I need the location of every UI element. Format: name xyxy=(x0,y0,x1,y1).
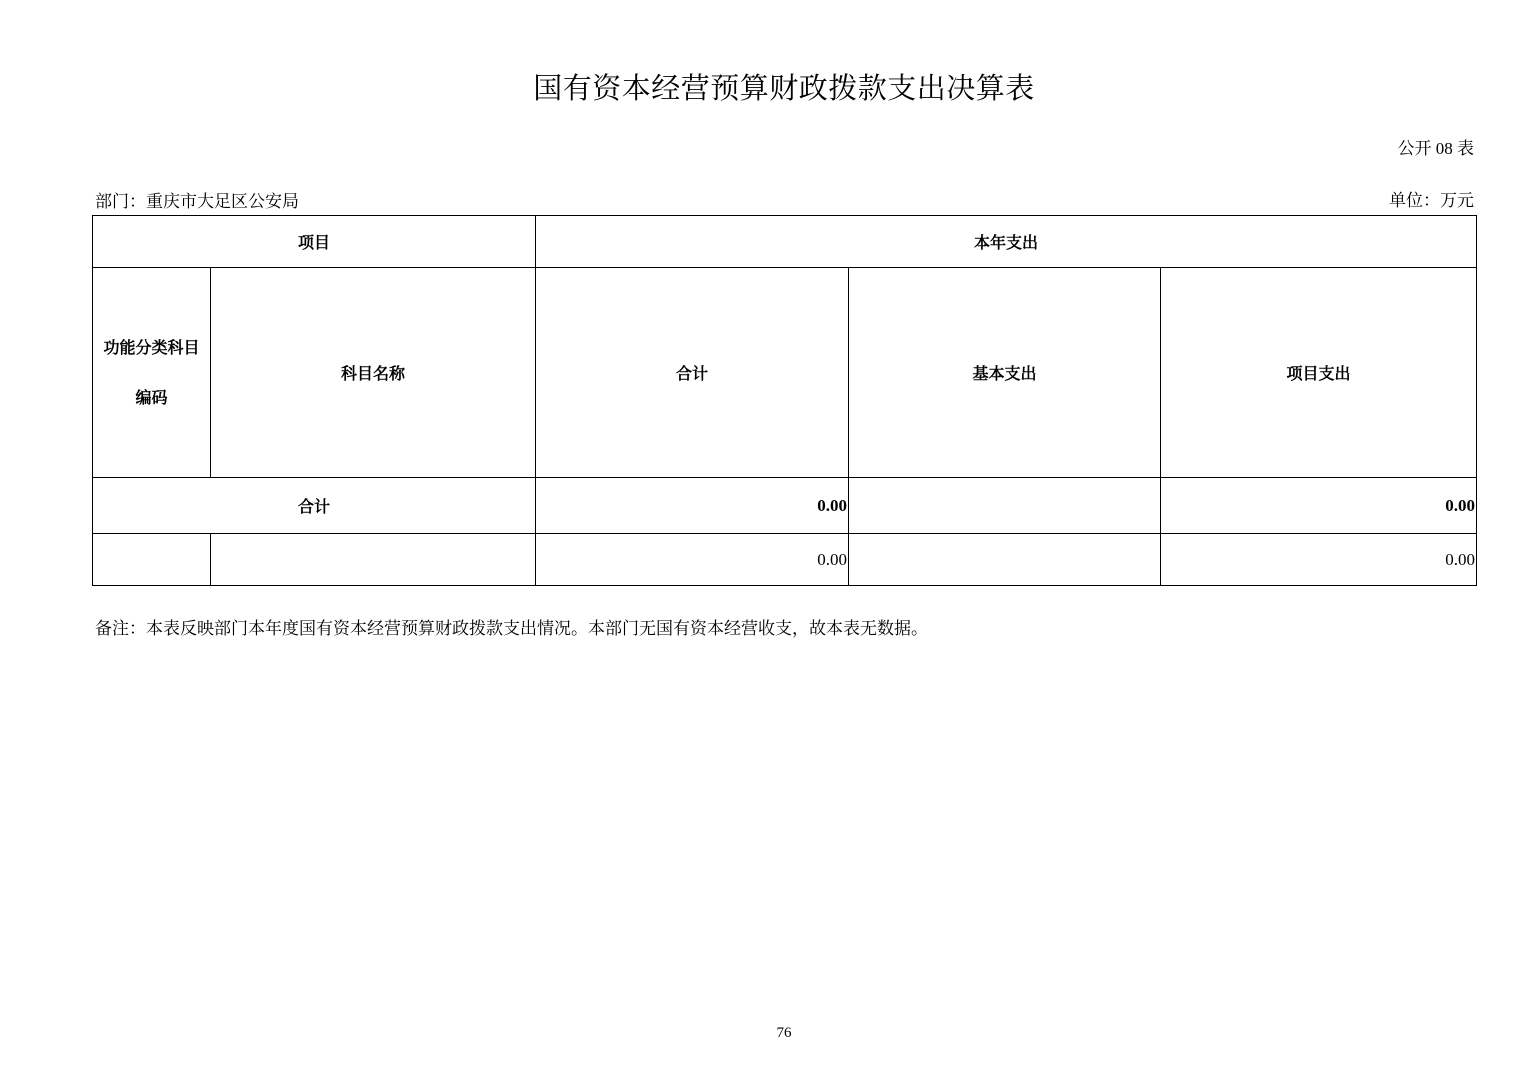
table-row xyxy=(93,534,1477,586)
page-number: 76 xyxy=(776,1025,792,1041)
header-subject-name: 科目名称 xyxy=(211,268,536,478)
row-project: 0.00 xyxy=(1161,534,1477,586)
header-function-code xyxy=(93,268,211,478)
header-current-year: 本年支出 xyxy=(536,216,1477,268)
total-row xyxy=(93,478,1477,534)
header-function-code-line1: 功能分类科目 xyxy=(103,337,200,357)
total-row-basic xyxy=(849,478,1161,534)
total-row-project: 0.00 xyxy=(1161,478,1477,534)
row-basic xyxy=(849,534,1161,586)
header-total: 合计 xyxy=(536,268,849,478)
table-subheader-row xyxy=(93,268,1477,478)
header-item: 项目 xyxy=(93,216,536,268)
header-basic-expenditure: 基本支出 xyxy=(849,268,1161,478)
header-function-code-line2: 编码 xyxy=(135,387,168,407)
expenditure-table xyxy=(92,215,1477,586)
table-header-row xyxy=(93,216,1477,268)
total-row-total: 0.00 xyxy=(536,478,849,534)
header-project-expenditure: 项目支出 xyxy=(1161,268,1477,478)
row-name xyxy=(211,534,536,586)
unit-label: 单位：万元 xyxy=(1389,191,1474,210)
total-row-label: 合计 xyxy=(93,478,536,534)
row-total: 0.00 xyxy=(536,534,849,586)
page-title: 国有资本经营预算财政拨款支出决算表 xyxy=(533,73,1035,105)
footnote: 备注：本表反映部门本年度国有资本经营预算财政拨款支出情况。本部门无国有资本经营收支，故本表无数据。 xyxy=(95,619,928,638)
department-label: 部门：重庆市大足区公安局 xyxy=(95,192,299,211)
row-code xyxy=(93,534,211,586)
form-number: 公开 08 表 xyxy=(1397,139,1474,158)
